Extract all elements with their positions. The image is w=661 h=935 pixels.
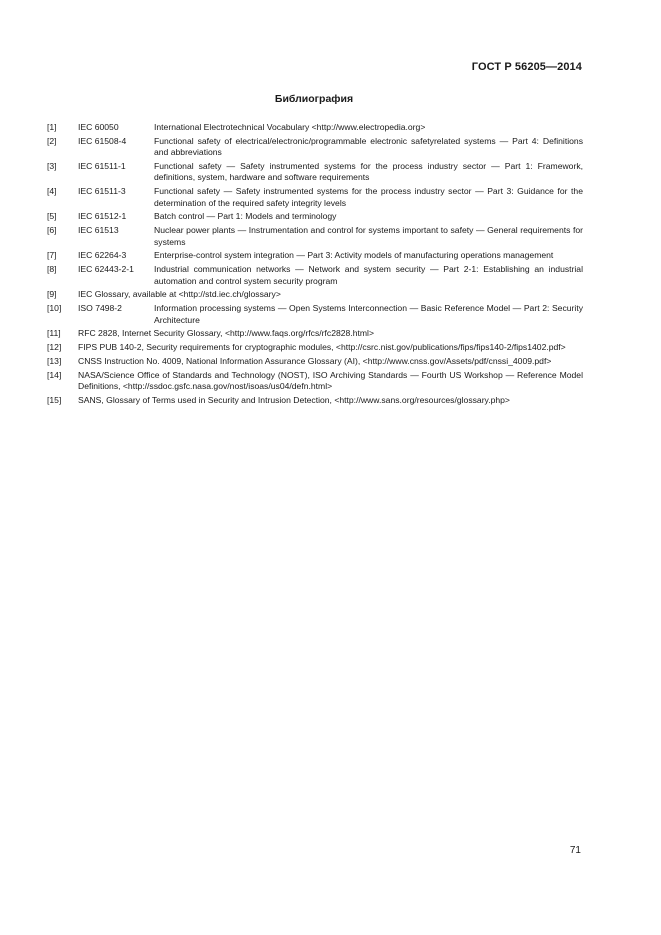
entry-number: [15] [47, 395, 62, 405]
entry-code: IEC 61511-3 [78, 186, 126, 197]
entry-number: [13] [47, 356, 62, 366]
entry-number: [4] [47, 186, 57, 197]
entry-number: [2] [47, 135, 57, 146]
bibliography-entry-13 [47, 356, 583, 367]
entry-text: FIPS PUB 140-2, Security requirements for cryptographic modules, <http://csrc.nist.gov/publications/fips/fips140-2/fips1402.pdf> [78, 342, 566, 353]
entry-text: Functional safety — Safety instrumented systems for the process industry sector — Part 1: Framework, definitions, system, hardware and software requirements [154, 161, 583, 183]
bibliography-entry-2 [47, 136, 583, 159]
entry-text: CNSS Instruction No. 4009, National Information Assurance Glossary (AI), <http://www.cnss.gov/Assets/pdf/cnssi_4009.pdf> [78, 356, 552, 366]
entry-number: [1] [47, 122, 57, 132]
entry-text: Functional safety — Safety instrumented systems for the process industry sector — Part 3: Guidance for the determination of the required safety integrity levels [154, 186, 583, 208]
entry-code: IEC 62264-3 [78, 250, 127, 261]
entry-text: Industrial communication networks — Network and system security — Part 2-1: Establishing an industrial automation and control system security program [154, 264, 583, 286]
bibliography-title: Библиография [274, 93, 354, 105]
entry-code: IEC 60050 [78, 122, 119, 132]
bibliography-entry-5 [47, 211, 583, 222]
entry-code: IEC 62443-2-1 [78, 264, 134, 275]
entry-text: RFC 2828, Internet Security Glossary, <http://www.faqs.org/rfcs/rfc2828.html> [78, 328, 374, 339]
entry-text: IEC Glossary, available at <http://std.iec.ch/glossary> [78, 289, 281, 300]
entry-code: ISO 7498-2 [78, 303, 122, 314]
bibliography-entry-9 [47, 289, 583, 300]
bibliography-entry-11 [47, 328, 583, 339]
entry-number: [7] [47, 250, 57, 261]
entry-text: SANS, Glossary of Terms used in Security and Intrusion Detection, <http://www.sans.org/resources/glossary.php> [78, 395, 510, 405]
entry-number: [8] [47, 264, 57, 275]
entry-text: International Electrotechnical Vocabulary <http://www.electropedia.org> [154, 122, 426, 132]
entry-code: IEC 61511-1 [78, 161, 126, 171]
entry-text: Functional safety of electrical/electronic/programmable electronic safetyrelated systems — Part 4: Definitions and abbreviations [154, 135, 583, 158]
entry-text: Enterprise-control system integration — Part 3: Activity models of manufacturing operations management [154, 250, 554, 261]
entry-text: Batch control — Part 1: Models and terminology [154, 211, 337, 222]
entry-number: [12] [47, 342, 62, 353]
entry-code: IEC 61512-1 [78, 211, 127, 222]
entry-text: Information processing systems — Open Systems Interconnection — Basic Reference Model — Part 2: Security Architecture [154, 303, 583, 325]
entry-number: [9] [47, 289, 57, 300]
bibliography-list [47, 122, 583, 409]
entry-number: [3] [47, 161, 57, 171]
entry-text: Nuclear power plants — Instrumentation and control for systems important to safety — General requirements for systems [154, 225, 583, 247]
entry-number: [5] [47, 211, 57, 222]
entry-number: [6] [47, 225, 57, 236]
bibliography-entry-7 [47, 250, 583, 261]
bibliography-entry-6 [47, 225, 583, 248]
entry-text: NASA/Science Office of Standards and Technology (NOST), ISO Archiving Standards — Fourth US Workshop — Reference Model Definitions, <http://ssdoc.gsfc.nasa.gov/nost/isoas/us04/defn.html> [78, 369, 583, 392]
standard-code-header: ГОСТ Р 56205—2014 [471, 61, 582, 73]
entry-number: [10] [47, 303, 62, 314]
bibliography-entry-4 [47, 186, 583, 209]
page-number: 71 [569, 845, 581, 856]
bibliography-entry-15 [47, 395, 583, 406]
entry-number: [14] [47, 369, 62, 380]
entry-code: IEC 61513 [78, 225, 119, 236]
bibliography-entry-1 [47, 122, 583, 133]
bibliography-entry-8 [47, 264, 583, 287]
entry-number: [11] [47, 328, 61, 339]
bibliography-entry-3 [47, 161, 583, 184]
bibliography-entry-14 [47, 370, 583, 393]
bibliography-entry-12 [47, 342, 583, 353]
entry-code: IEC 61508-4 [78, 135, 127, 146]
bibliography-entry-10 [47, 303, 583, 326]
